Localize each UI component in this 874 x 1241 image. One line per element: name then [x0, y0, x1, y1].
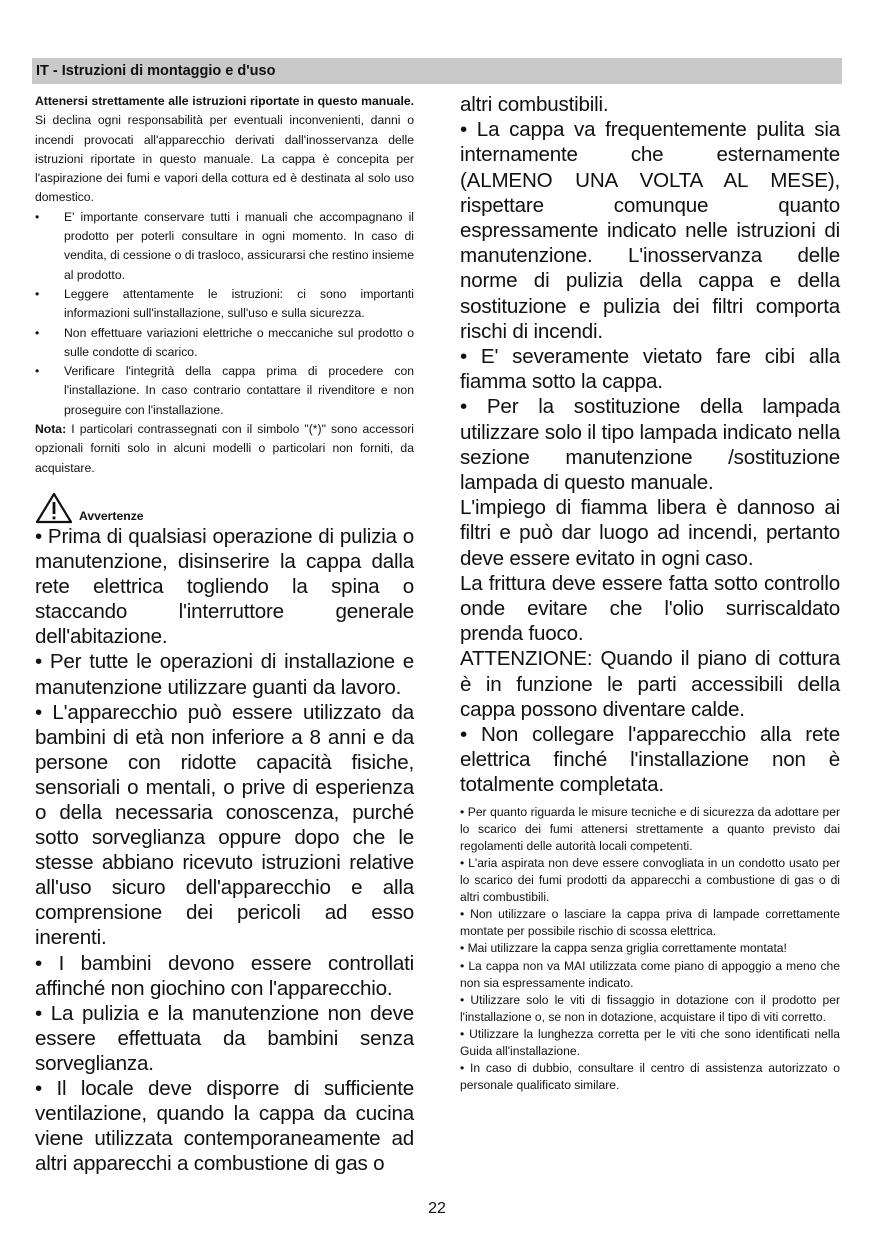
warning-paragraph: L'impiego di fiamma libera è dannoso ai filtri e può dar luogo ad incendi, pertanto deve essere evitato in ogni caso.	[460, 496, 840, 570]
warning-triangle-icon	[35, 492, 73, 524]
warning-paragraph: • Per la sostituzione della lampada utilizzare solo il tipo lampada indicato nella sezione manutenzione /sostituzione lampada di questo manuale.	[460, 395, 841, 495]
section-header	[32, 58, 842, 84]
safety-paragraph: • Non utilizzare o lasciare la cappa priva di lampade correttamente montate per possibile rischio di scossa elettrica.	[460, 907, 840, 939]
intro-paragraph	[35, 92, 414, 208]
bullet-item: • Verificare l'integrità della cappa prima di procedere con l'installazione. In caso contrario contattare il rivenditore e non proseguire con l'installazione.	[35, 362, 414, 420]
note-paragraph	[35, 420, 414, 478]
bullet-item: • E' importante conservare tutti i manuali che accompagnano il prodotto per poterli consultare in ogni momento. In caso di vendita, di cessione o di trasloco, assicurarsi che restino insieme al prodotto.	[35, 208, 414, 285]
section-title: IT - Istruzioni di montaggio e d'uso	[36, 63, 276, 79]
warning-paragraph: • Prima di qualsiasi operazione di pulizia o manutenzione, disinserire la cappa dalla rete elettrica togliendo la spina o staccando l'interruttore generale dell'abitazione.	[35, 524, 414, 649]
safety-paragraph: • Per quanto riguarda le misure tecniche e di sicurezza da adottare per lo scarico dei fumi attenersi strettamente a quanto previsto dai regolamenti delle autorità locali competenti.	[460, 804, 840, 853]
note-text: I particolari contrassegnati con il simbolo "(*)" sono accessori opzionali forniti solo in alcuni modelli o particolari non forniti, da acquistare.	[35, 422, 414, 475]
warning-paragraph: • Per tutte le operazioni di installazione e manutenzione utilizzare guanti da lavoro.	[35, 650, 414, 699]
bullet-item: • Leggere attentamente le istruzioni: ci sono importanti informazioni sull'installazione, sull'uso e sulla sicurezza.	[35, 285, 414, 324]
safety-paragraph: • Utilizzare la lunghezza corretta per le viti che sono identificati nella Guida all'installazione.	[460, 1026, 840, 1058]
safety-paragraph: • Utilizzare solo le viti di fissaggio in dotazione con il prodotto per l'installazione o, se non in dotazione, acquistare il tipo di viti corretto.	[460, 992, 840, 1024]
page-number: 22	[428, 1200, 446, 1217]
warning-paragraph: • La pulizia e la manutenzione non deve essere effettuata da bambini senza sorveglianza.	[35, 1001, 414, 1075]
warning-paragraph: altri combustibili.	[460, 93, 609, 116]
warning-heading	[35, 490, 414, 524]
bullet-item: • Non effettuare variazioni elettriche o meccaniche sul prodotto o sulle condotte di scarico.	[35, 324, 414, 363]
instruction-bullet-list	[35, 208, 414, 420]
warning-paragraph: • I bambini devono essere controllati affinché non giochino con l'apparecchio.	[35, 951, 414, 1000]
warning-paragraph: ATTENZIONE: Quando il piano di cottura è in funzione le parti accessibili della cappa possono diventare calde.	[460, 647, 840, 721]
warning-label: Avvertenze	[79, 508, 144, 523]
note-label: Nota:	[35, 422, 67, 437]
safety-paragraph: • L'aria aspirata non deve essere convogliata in un condotto usato per lo scarico dei fumi prodotti da apparecchi a combustione di gas o di altri combustibili.	[460, 855, 840, 905]
safety-paragraph: • Mai utilizzare la cappa senza griglia correttamente montata!	[460, 941, 787, 956]
warning-paragraph: • Il locale deve disporre di sufficiente ventilazione, quando la cappa da cucina viene utilizzata contemporaneamente ad altri apparecchi a combustione di gas o	[35, 1077, 414, 1176]
intro-bold-lead: Attenersi strettamente alle istruzioni riportate in questo manuale.	[35, 94, 414, 108]
warning-paragraph: • E' severamente vietato fare cibi alla fiamma sotto la cappa.	[460, 345, 840, 394]
intro-text: Si declina ogni responsabilità per eventuali inconvenienti, danni o incendi provocati all'apparecchio derivati dall'inosservanza delle istruzioni riportate in questo manuale. La cappa è concepita per l'aspirazione dei fumi e vapori della cottura ed è destinata al solo uso domestico.	[35, 113, 414, 205]
warning-paragraph: • L'apparecchio può essere utilizzato da bambini di età non inferiore a 8 anni e da persone con ridotte capacità fisiche, sensoriali o mentali, o prive di esperienza o della necessaria conoscenza, purché sotto sorveglianza oppure dopo che le stesse abbiano ricevuto istruzioni relative all'uso sicuro dell'apparecchio e alla comprensione dei pericoli ad esso inerenti.	[35, 700, 414, 950]
warning-paragraph: • La cappa va frequentemente pulita sia internamente che esternamente (ALMENO UNA VOLTA AL MESE), rispettare comunque quanto espressamente indicato nelle istruzioni di manutenzione. L'inosservanza delle norme di pulizia della cappa e della sostituzione e pulizia dei filtri comporta rischi di incendi.	[460, 118, 840, 343]
warning-paragraph: • Non collegare l'apparecchio alla rete elettrica finché l'installazione non è totalmente completata.	[460, 723, 840, 797]
left-column	[35, 92, 414, 1176]
safety-paragraph: • La cappa non va MAI utilizzata come piano di appoggio a meno che non sia espressamente indicato.	[460, 958, 840, 990]
right-column	[460, 92, 840, 1094]
warning-paragraph: La frittura deve essere fatta sotto controllo onde evitare che l'olio surriscaldato prenda fuoco.	[460, 571, 840, 646]
safety-paragraph: • In caso di dubbio, consultare il centro di assistenza autorizzato o personale qualificato similare.	[460, 1061, 840, 1093]
